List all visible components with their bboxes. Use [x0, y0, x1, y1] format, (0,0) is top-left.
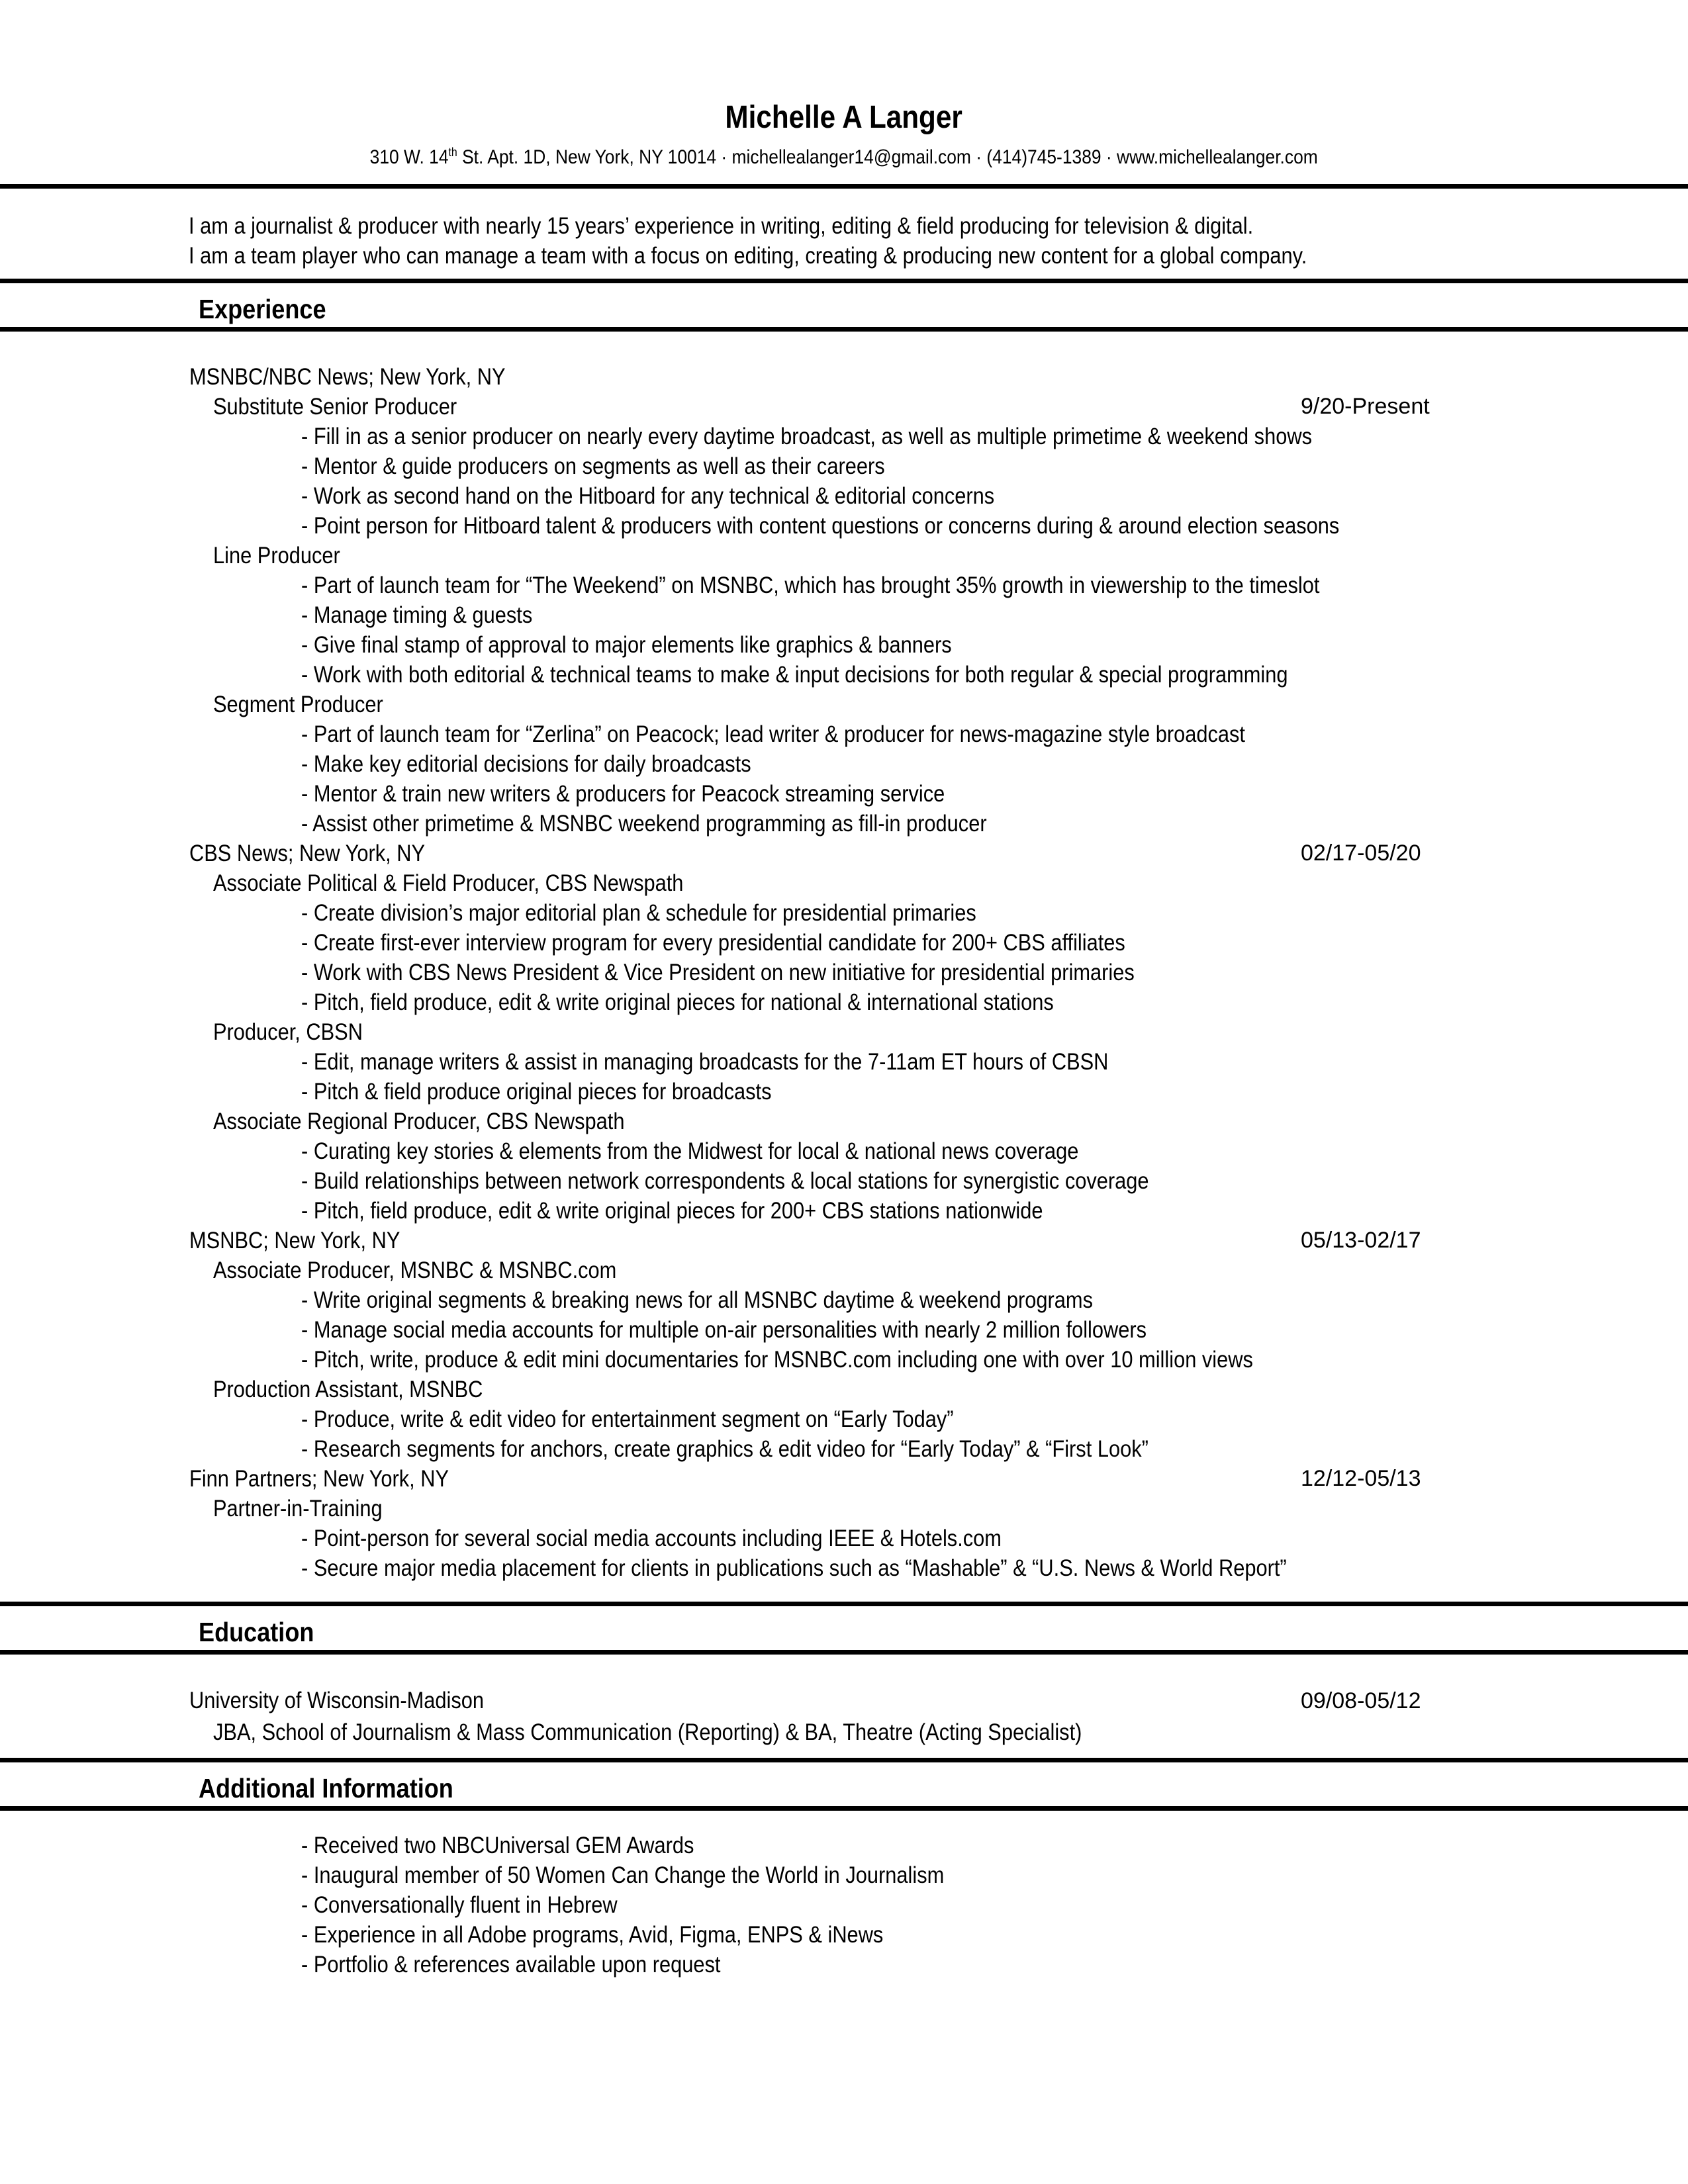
summary-line	[189, 241, 1688, 271]
company-name: CBS News; New York, NY	[189, 841, 426, 866]
bullet-text: - Point-person for several social media accounts including IEEE & Hotels.com	[301, 1525, 1002, 1551]
job-title: Line Producer	[213, 543, 340, 569]
bullet-text: - Received two NBCUniversal GEM Awards	[301, 1833, 694, 1858]
bullet-text: - Build relationships between network correspondents & local stations for synergistic coverage	[301, 1168, 1149, 1194]
job-title: Substitute Senior Producer	[213, 394, 457, 420]
bullet-item	[189, 630, 1688, 660]
bullet-item	[189, 987, 1688, 1017]
job-title: Associate Producer, MSNBC & MSNBC.com	[213, 1257, 617, 1283]
bullet-item	[189, 1404, 1688, 1434]
divider-below-education-heading	[0, 1650, 1688, 1655]
job-title-line	[189, 868, 1688, 898]
summary-text: I am a team player who can manage a team with a focus on editing, creating & producing new content for a global company.	[189, 243, 1307, 269]
bullet-text: - Manage timing & guests	[301, 602, 533, 628]
bullet-item	[189, 1831, 1688, 1860]
bullet-item	[189, 1950, 1688, 1979]
degree-line	[189, 1717, 1688, 1749]
job-title: Segment Producer	[213, 692, 383, 717]
divider-above-additional	[0, 1758, 1688, 1762]
date-range: 12/12-05/13	[1301, 1466, 1421, 1491]
job-title-line	[189, 690, 1688, 719]
job-title: Partner-in-Training	[213, 1496, 383, 1522]
bullet-item	[189, 809, 1688, 839]
bullet-text: - Mentor & guide producers on segments as well as their careers	[301, 453, 885, 479]
bullet-text: - Pitch, field produce, edit & write original pieces for national & international stations	[301, 989, 1054, 1015]
bullet-text: - Mentor & train new writers & producers for Peacock streaming service	[301, 781, 945, 807]
bullet-text: - Conversationally fluent in Hebrew	[301, 1892, 618, 1918]
summary-text: I am a journalist & producer with nearly 15 years’ experience in writing, editing & field producing for television & digital.	[189, 213, 1254, 239]
address-street: 310 W. 14	[369, 146, 449, 168]
job-title-line	[189, 1494, 1688, 1524]
contact-text	[370, 139, 1318, 171]
job-title-line	[189, 541, 1688, 570]
bullet-item	[189, 451, 1688, 481]
divider-under-header	[0, 184, 1688, 189]
bullet-text: - Secure major media placement for clients in publications such as “Mashable” & “U.S. News & World Report”	[301, 1555, 1287, 1581]
bullet-text: - Research segments for anchors, create graphics & edit video for “Early Today” & “First Look”	[301, 1436, 1149, 1462]
company-name: MSNBC; New York, NY	[189, 1228, 400, 1253]
bullet-text: - Work with CBS News President & Vice President on new initiative for presidential primaries	[301, 960, 1135, 985]
bullet-item	[189, 481, 1688, 511]
company-line	[189, 1464, 1688, 1494]
divider-above-education	[0, 1602, 1688, 1606]
bullet-text: - Produce, write & edit video for entertainment segment on “Early Today”	[301, 1406, 954, 1432]
divider-below-experience-heading	[0, 327, 1688, 332]
bullet-text: - Inaugural member of 50 Women Can Change the World in Journalism	[301, 1862, 945, 1888]
bullet-item	[189, 660, 1688, 690]
bullet-text: - Edit, manage writers & assist in managing broadcasts for the 7-11am ET hours of CBSN	[301, 1049, 1109, 1075]
bullet-item	[189, 511, 1688, 541]
school-line	[189, 1685, 1688, 1717]
job-title-line	[189, 1255, 1688, 1285]
bullet-item	[189, 1553, 1688, 1583]
company-name: Finn Partners; New York, NY	[189, 1466, 449, 1492]
bullet-item	[189, 1166, 1688, 1196]
bullet-text: - Give final stamp of approval to major elements like graphics & banners	[301, 632, 952, 658]
person-name: Michelle A Langer	[725, 100, 963, 135]
company-name: MSNBC/NBC News; New York, NY	[189, 364, 506, 390]
bullet-item	[189, 1077, 1688, 1107]
section-heading-additional: Additional Information	[199, 1773, 453, 1803]
bullet-item	[189, 1285, 1688, 1315]
bullet-text: - Make key editorial decisions for daily broadcasts	[301, 751, 751, 777]
bullet-item	[189, 1315, 1688, 1345]
bullet-text: - Pitch & field produce original pieces for broadcasts	[301, 1079, 772, 1105]
bullet-text: - Work with both editorial & technical teams to make & input decisions for both regular & special programming	[301, 662, 1288, 688]
bullet-item	[189, 1196, 1688, 1226]
bullet-text: - Part of launch team for “Zerlina” on Peacock; lead writer & producer for news-magazine style broadcast	[301, 721, 1245, 747]
bullet-text: - Experience in all Adobe programs, Avid, Figma, ENPS & iNews	[301, 1922, 884, 1948]
address-ordinal: th	[448, 146, 458, 159]
bullet-item	[189, 1136, 1688, 1166]
bullet-text: - Create first-ever interview program for every presidential candidate for 200+ CBS affiliates	[301, 930, 1125, 956]
bullet-item	[189, 1860, 1688, 1890]
experience-content	[0, 362, 1688, 1583]
bullet-item	[189, 958, 1688, 987]
bullet-text: - Part of launch team for “The Weekend” on MSNBC, which has brought 35% growth in viewership to the timeslot	[301, 572, 1320, 598]
summary-line	[189, 211, 1688, 241]
bullet-item	[189, 1524, 1688, 1553]
company-line	[189, 1226, 1688, 1255]
company-line	[189, 362, 1688, 392]
date-range: 02/17-05/20	[1301, 841, 1421, 866]
job-title: Production Assistant, MSNBC	[213, 1377, 483, 1402]
bullet-text: - Pitch, write, produce & edit mini documentaries for MSNBC.com including one with over 10 million views	[301, 1347, 1253, 1373]
date-range: 9/20-Present	[1301, 394, 1430, 419]
bullet-item	[189, 779, 1688, 809]
job-title-line	[189, 392, 1688, 422]
bullet-text: - Pitch, field produce, edit & write original pieces for 200+ CBS stations nationwide	[301, 1198, 1043, 1224]
job-title: Associate Regional Producer, CBS Newspath	[213, 1109, 625, 1134]
bullet-item	[189, 1345, 1688, 1375]
bullet-text: - Manage social media accounts for multiple on-air personalities with nearly 2 million followers	[301, 1317, 1147, 1343]
bullet-item	[189, 1890, 1688, 1920]
bullet-text: - Portfolio & references available upon request	[301, 1952, 721, 1978]
bullet-item	[189, 928, 1688, 958]
address-rest: St. Apt. 1D, New York, NY 10014 · michellealanger14@gmail.com · (414)745-1389 · www.michellealanger.com	[457, 146, 1319, 168]
job-title-line	[189, 1107, 1688, 1136]
date-range: 05/13-02/17	[1301, 1228, 1421, 1253]
bullet-item	[189, 422, 1688, 451]
education-content	[0, 1685, 1688, 1749]
divider-above-experience	[0, 279, 1688, 283]
job-title: Producer, CBSN	[213, 1019, 363, 1045]
bullet-item	[189, 749, 1688, 779]
divider-below-additional-heading	[0, 1806, 1688, 1811]
section-heading-education: Education	[199, 1617, 314, 1647]
bullet-item	[189, 1434, 1688, 1464]
school-name: University of Wisconsin-Madison	[189, 1688, 485, 1713]
job-title: Associate Political & Field Producer, CBS Newspath	[213, 870, 684, 896]
bullet-item	[189, 1047, 1688, 1077]
bullet-text: - Fill in as a senior producer on nearly every daytime broadcast, as well as multiple primetime & weekend shows	[301, 424, 1312, 449]
bullet-text: - Write original segments & breaking news for all MSNBC daytime & weekend programs	[301, 1287, 1093, 1313]
bullet-item	[189, 1920, 1688, 1950]
bullet-item	[189, 719, 1688, 749]
degree-text: JBA, School of Journalism & Mass Communication (Reporting) & BA, Theatre (Acting Specialist)	[213, 1719, 1082, 1745]
job-title-line	[189, 1375, 1688, 1404]
page-title	[0, 99, 1688, 136]
summary-block	[0, 211, 1688, 271]
date-range: 09/08-05/12	[1301, 1688, 1421, 1713]
company-line	[189, 839, 1688, 868]
additional-content	[0, 1831, 1688, 1979]
bullet-text: - Assist other primetime & MSNBC weekend programming as fill-in producer	[301, 811, 987, 837]
bullet-item	[189, 600, 1688, 630]
bullet-item	[189, 570, 1688, 600]
bullet-text: - Point person for Hitboard talent & producers with content questions or concerns during & around election seasons	[301, 513, 1340, 539]
bullet-text: - Create division’s major editorial plan & schedule for presidential primaries	[301, 900, 976, 926]
bullet-text: - Curating key stories & elements from the Midwest for local & national news coverage	[301, 1138, 1079, 1164]
bullet-item	[189, 898, 1688, 928]
section-heading-experience: Experience	[199, 294, 326, 324]
bullet-text: - Work as second hand on the Hitboard for any technical & editorial concerns	[301, 483, 995, 509]
job-title-line	[189, 1017, 1688, 1047]
contact-line	[0, 139, 1688, 171]
